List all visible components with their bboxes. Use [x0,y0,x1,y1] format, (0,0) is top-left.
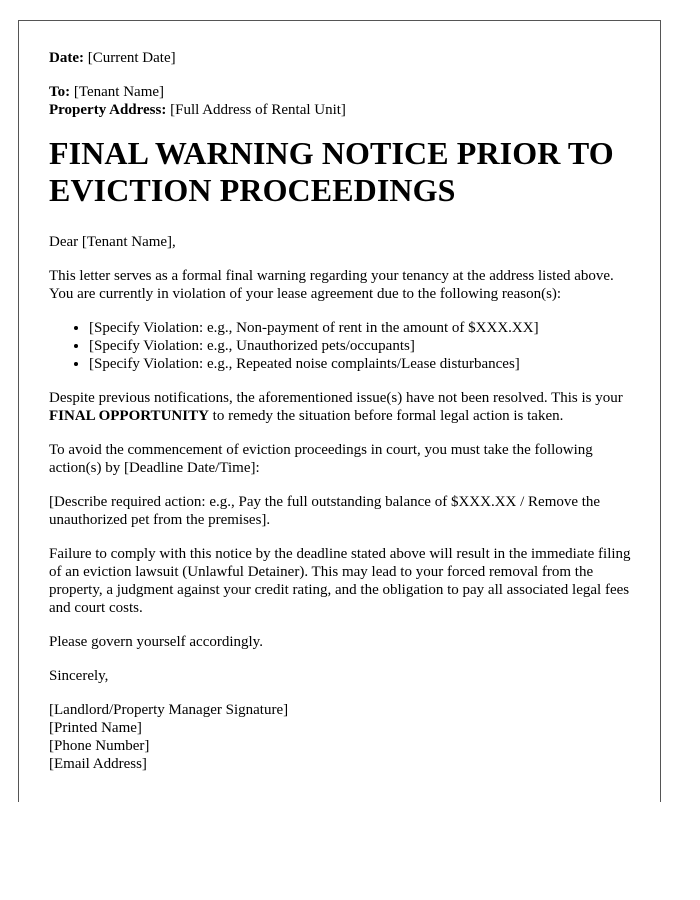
address-label: Property Address: [49,102,167,118]
letter-content [49,49,639,773]
address-value: [Full Address of Rental Unit] [170,102,346,118]
to-line [49,83,639,101]
salutation: Dear [Tenant Name], [49,234,176,250]
notice-title: FINAL WARNING NOTICE PRIOR TO EVICTION PROCEEDINGS [49,135,614,208]
recipient-block [49,83,639,119]
failure-paragraph: Failure to comply with this notice by the deadline stated above will result in the immediate filing of an eviction lawsuit (Unlawful Detainer). This may lead to your forced removal from the property, a judgment against your credit rating, and the obligation to pay all associated legal fees and court costs. [49,546,631,616]
to-value: [Tenant Name] [73,84,165,100]
signature-block [49,701,639,773]
required-action-paragraph: [Describe required action: e.g., Pay the full outstanding balance of $XXX.XX / Remove the unauthorized pet from the premises]. [49,494,601,528]
to-label: To: [49,84,71,100]
violation-item: • [Specify Violation: e.g., Non-payment of rent in the amount of $XXX.XX] [89,319,639,337]
violation-item: • [Specify Violation: e.g., Repeated noise complaints/Lease disturbances] [89,355,639,373]
final-opportunity-emphasis: FINAL OPPORTUNITY [49,408,209,424]
letter-page [18,20,661,802]
closing-line: Sincerely, [49,668,109,684]
avoid-paragraph: To avoid the commencement of eviction proceedings in court, you must take the following action(s) by [Deadline Date/Time]: [49,442,593,476]
printed-name-line: [Printed Name] [49,720,142,736]
email-line: [Email Address] [49,756,147,772]
despite-text-before: Despite previous notifications, the aforementioned issue(s) have not been resolved. This is your [49,390,623,406]
despite-text-after: to remedy the situation before formal legal action is taken. [208,408,564,424]
date-line [49,49,639,67]
govern-paragraph: Please govern yourself accordingly. [49,634,263,650]
violations-list [49,319,639,373]
date-block [49,49,639,67]
intro-paragraph: This letter serves as a formal final warning regarding your tenancy at the address listed above. You are currently in violation of your lease agreement due to the following reason(s): [49,268,614,302]
date-label: Date: [49,50,84,66]
final-opportunity-paragraph [49,389,639,425]
phone-line: [Phone Number] [49,738,150,754]
violation-item: • [Specify Violation: e.g., Unauthorized pets/occupants] [89,337,639,355]
signature-line: [Landlord/Property Manager Signature] [49,702,289,718]
address-line [49,101,639,119]
date-value: [Current Date] [87,50,176,66]
